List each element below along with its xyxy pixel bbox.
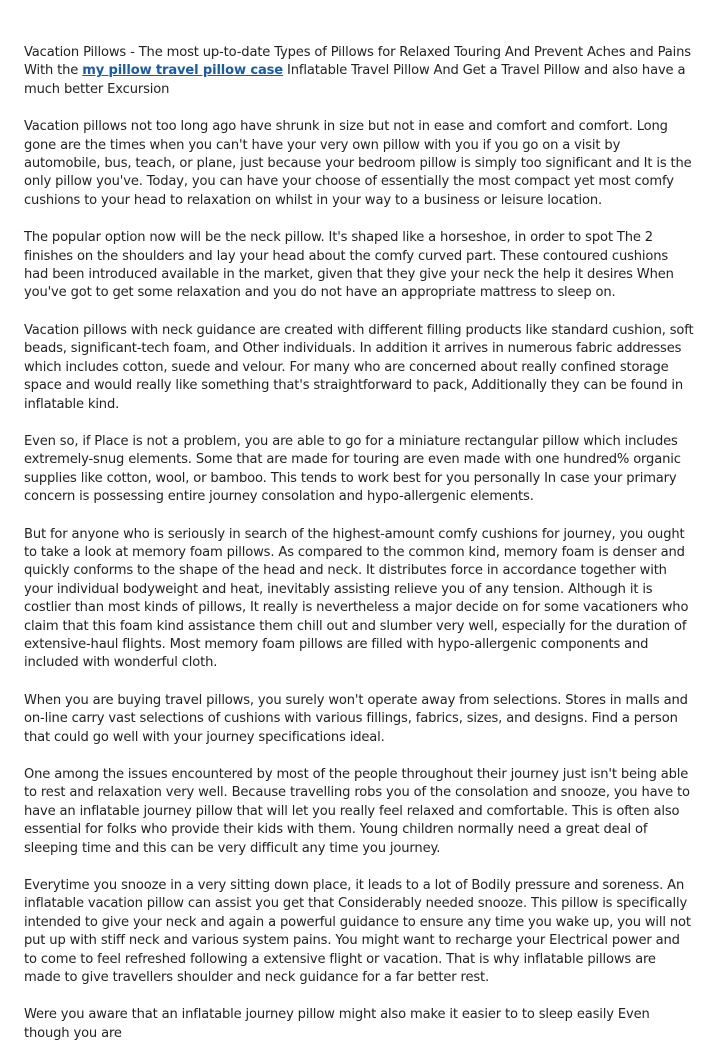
body-paragraph-9: Were you aware that an inflatable journey pillow might also make it easier to to sleep easily Even though you are	[24, 1007, 650, 1041]
body-paragraph-4: Even so, if Place is not a problem, you are able to go for a miniature rectangular pillow which includes extremely-snug elements. Some that are made for touring are even made with one hundred% organic supplies like cotton, wool, or bamboo. This tends to work best for you personally In case your primary concern is possessing entire journey consolation and hypo-allergenic elements.	[24, 433, 681, 505]
pillow-case-link[interactable]: my pillow travel pillow case	[82, 63, 284, 79]
body-paragraph-6: When you are buying travel pillows, you surely won't operate away from selections. Stores in malls and on-line carry vast selections of cushions with various fillings, fabrics, sizes, and designs. Find a person that could go well with your journey specifications ideal.	[24, 692, 688, 745]
body-paragraph-5: But for anyone who is seriously in search of the highest-amount comfy cushions for journey, you ought to take a look at memory foam pillows. As compared to the common kind, memory foam is denser and quickly conforms to the shape of the head and neck. It distributes force in accordance together with your individual bodyweight and heat, inevitably assisting relieve you of any tension. Although it is costlier than most kinds of pillows, It really is nevertheless a major decide on for some vacationers who claim that this foam kind assistance them chill out and slumber very well, especially for the duration of extensive-haul flights. Most memory foam pillows are filled with hypo-allergenic components and included with wonderful cloth.	[24, 526, 689, 671]
body-paragraph-7: One among the issues encountered by most of the people throughout their journey just isn't being able to rest and relaxation very well. Because travelling robs you of the consolation and snooze, you have to have an inflatable journey pillow that will let you really feel relaxed and comfortable. This is often also essential for folks who provide their kids with them. Young children normally need a great deal of sleeping time and this can be very difficult any time you journey.	[24, 767, 690, 856]
intro-text-after-link: Inflatable Travel Pillow And Get a Travel Pillow and also have a much better Excursion	[24, 63, 686, 97]
body-paragraph-3: Vacation pillows with neck guidance are created with different filling products like standard cushion, soft beads, significant-tech foam, and Other individuals. In addition it arrives in numerous fabric addresses which includes cotton, suede and velour. For many who are concerned about really confined storage space and would really like something that's straightforward to pack, Additionally they can be found in inflatable kind.	[24, 322, 694, 412]
intro-text-before-link: Vacation Pillows - The most up-to-date Types of Pillows for Relaxed Touring And Prevent Aches and Pains With the	[24, 45, 691, 79]
body-paragraph-1: Vacation pillows not too long ago have shrunk in size but not in ease and comfort and comfort. Long gone are the times when you can't have your very own pillow with you if you go on a visit by automobile, bus, teach, or plane, just because your bedroom pillow is simply too significant and It is the only pillow you've. Today, you can have your choose of essentially the most compact yet most comfy cushions to your head to relaxation on whilst in your way to a business or leisure location.	[24, 119, 692, 208]
body-paragraph-2: The popular option now will be the neck pillow. It's shaped like a horseshoe, in order to spot The 2 finishes on the shoulders and lay your head about the comfy curved part. These contoured cushions had been introduced available in the market, given that they give your neck the help it desires When you've got to get some relaxation and you do not have an appropriate mattress to sleep on.	[24, 230, 674, 301]
intro-paragraph	[24, 44, 696, 99]
body-paragraph-8: Everytime you snooze in a very sitting down place, it leads to a lot of Bodily pressure and soreness. An inflatable vacation pillow can assist you get that Considerably needed snooze. This pillow is specifically intended to give your neck and again a powerful guidance to ensure any time you wake up, you will not put up with stiff neck and various system pains. You might want to recharge your Electrical power and to come to feel refreshed following a extensive flight or vacation. That is why inflatable pillows are made to give travellers shoulder and neck guidance for a far better rest.	[24, 878, 691, 986]
